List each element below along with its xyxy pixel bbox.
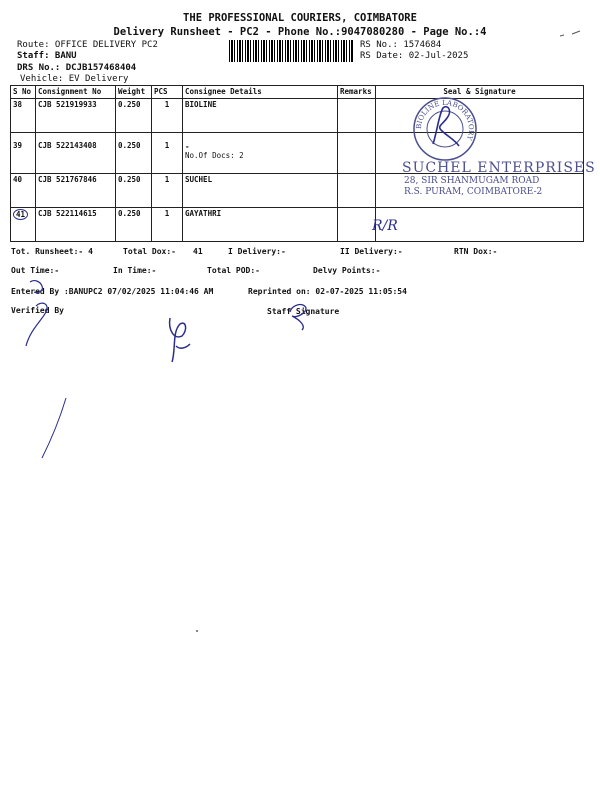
cell-weight: 0.250 [116, 174, 152, 208]
cell-pcs: 1 [152, 99, 183, 133]
drs-number: DRS No.: DCJB157468404 [17, 63, 137, 73]
cell-consignment: CJB 522114615 [36, 208, 116, 242]
reprinted-on: Reprinted on: 02-07-2025 11:05:54 [248, 287, 407, 296]
cell-weight: 0.250 [116, 133, 152, 174]
cell-weight: 0.250 [116, 208, 152, 242]
route-label: Route: OFFICE DELIVERY PC2 [17, 40, 158, 50]
suchel-stamp-line1: 28, SIR SHANMUGAM ROAD [404, 176, 540, 186]
col-seal-signature: Seal & Signature [376, 86, 584, 99]
cell-weight: 0.250 [116, 99, 152, 133]
rs-number: RS No.: 1574684 [360, 40, 442, 50]
rtn-dox: RTN Dox:- [454, 247, 498, 256]
company-title: THE PROFESSIONAL COURIERS, COIMBATORE [183, 12, 417, 24]
col-sno: S No [11, 86, 36, 99]
entered-by: Entered By :BANUPC2 07/02/2025 11:04:46 AM [11, 287, 214, 296]
rs-date: RS Date: 02-Jul-2025 [360, 51, 469, 61]
cell-consignment: CJB 521919933 [36, 99, 116, 133]
out-time: Out Time:- [11, 266, 60, 275]
entered-by-scribble [30, 281, 42, 293]
cell-sno: 39 [11, 133, 36, 174]
staff-signature [290, 305, 306, 330]
i-delivery: I Delivery:- [228, 247, 286, 256]
verified-by: Verified By [11, 306, 64, 315]
total-dox-label: Total Dox:- [123, 247, 176, 256]
col-consignee: Consignee Details [183, 86, 338, 99]
docs-count: No.Of Docs: 2 [185, 151, 244, 160]
staff-label: Staff: BANU [17, 51, 77, 61]
stray-dot [196, 630, 198, 632]
consignee-name: BIOLINE [185, 100, 217, 109]
cell-sno: 38 [11, 99, 36, 133]
col-pcs: PCS [152, 86, 183, 99]
consignee-name: SUCHEL [185, 175, 213, 184]
vehicle-label: Vehicle: EV Delivery [20, 74, 129, 84]
handwritten-note: R/R [372, 218, 398, 234]
cell-consignment: CJB 522143408 [36, 133, 116, 174]
suchel-stamp-name: SUCHEL ENTERPRISES [402, 160, 596, 176]
cell-pcs: 1 [152, 174, 183, 208]
staff-signature-label: Staff Signature [267, 307, 340, 316]
circled-sno: 41 [13, 209, 28, 220]
delvy-points: Delvy Points:- [313, 266, 381, 275]
consignee-name: - [185, 142, 190, 151]
verified-by-scribble [26, 303, 47, 346]
top-right-marks [560, 31, 580, 36]
cell-pcs: 1 [152, 133, 183, 174]
tot-runsheet: Tot. Runsheet:- 4 [11, 247, 93, 256]
col-remarks: Remarks [338, 86, 376, 99]
total-pod: Total POD:- [207, 266, 260, 275]
total-dox-value: 41 [193, 247, 203, 256]
cell-sno: 40 [11, 174, 36, 208]
cell-consignment: CJB 521767846 [36, 174, 116, 208]
runsheet-subtitle: Delivery Runsheet - PC2 - Phone No.:9047080280 - Page No.:4 [113, 26, 487, 38]
col-consignment: Consignment No [36, 86, 116, 99]
long-pen-stroke [42, 398, 66, 458]
verifier-signature [170, 318, 190, 362]
bioline-ring-text: BIOLINE LABORATORY [414, 98, 476, 142]
in-time: In Time:- [113, 266, 157, 275]
consignee-name: GAYATHRI [185, 209, 222, 218]
col-weight: Weight [116, 86, 152, 99]
ii-delivery: II Delivery:- [340, 247, 403, 256]
cell-pcs: 1 [152, 208, 183, 242]
suchel-stamp-line2: R.S. PURAM, COIMBATORE-2 [404, 187, 543, 197]
